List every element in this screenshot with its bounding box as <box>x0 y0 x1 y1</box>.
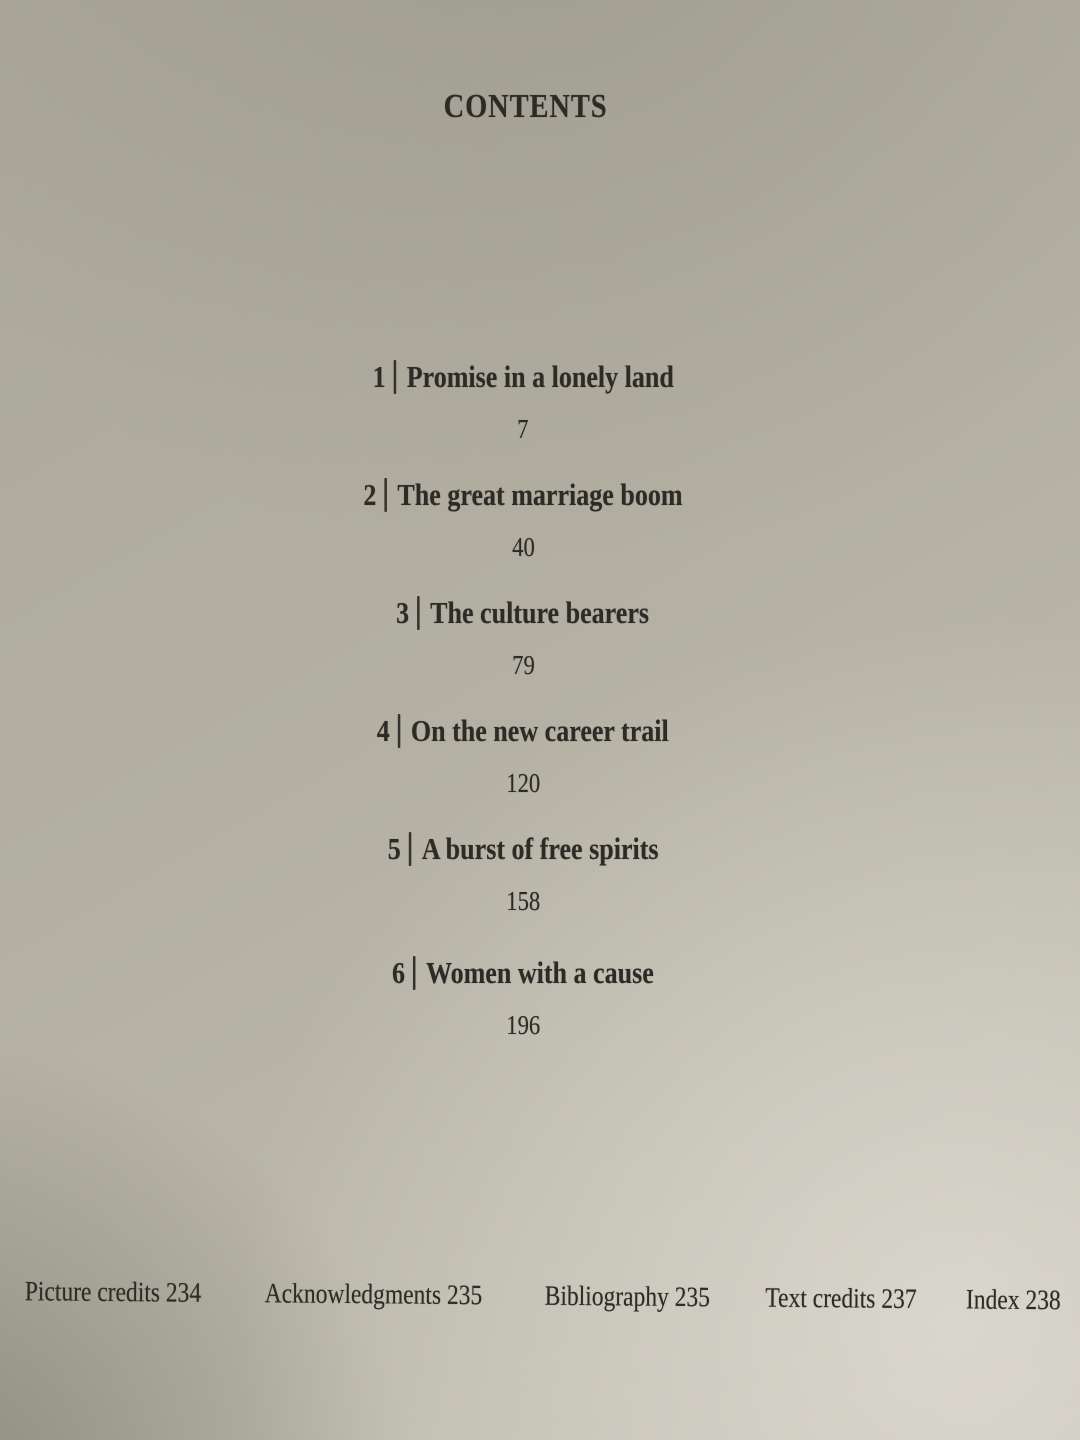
chapter-title: A burst of free spirits <box>421 831 659 866</box>
chapter-number: 4 <box>377 713 391 748</box>
chapter-title: Women with a cause <box>426 955 654 990</box>
backmatter-label: Bibliography <box>544 1280 669 1313</box>
backmatter-page-number: 235 <box>446 1279 483 1312</box>
backmatter-bibliography <box>544 1277 710 1318</box>
chapter-divider <box>384 478 387 512</box>
backmatter-label: Index <box>966 1284 1020 1316</box>
backmatter-index <box>966 1280 1061 1321</box>
backmatter-picture-credits <box>25 1272 202 1314</box>
chapter-line <box>0 592 1046 634</box>
backmatter-row <box>0 1272 1080 1321</box>
chapter-line <box>0 952 1046 994</box>
chapter-divider <box>393 360 396 394</box>
chapter-divider <box>408 832 411 866</box>
chapter-title: The culture bearers <box>430 595 650 630</box>
page-title <box>0 88 1052 126</box>
chapter-number: 2 <box>363 477 377 512</box>
backmatter-page-number: 238 <box>1025 1284 1062 1317</box>
chapter-page-number: 79 <box>511 650 535 680</box>
toc-entry-5 <box>0 828 1046 946</box>
backmatter-label: Text credits <box>765 1282 876 1315</box>
chapter-divider <box>413 956 416 990</box>
table-of-contents <box>0 356 1046 1070</box>
chapter-page-number: 40 <box>511 532 535 562</box>
backmatter-page-number: 235 <box>674 1281 710 1314</box>
chapter-page-line <box>0 648 1046 682</box>
backmatter-label: Acknowledgments <box>264 1278 442 1311</box>
toc-entry-6 <box>0 952 1046 1070</box>
chapter-page-number: 196 <box>505 1010 541 1040</box>
chapter-divider <box>417 596 420 630</box>
page-title-text: CONTENTS <box>444 88 608 125</box>
chapter-number: 6 <box>392 955 406 990</box>
chapter-page-line <box>0 766 1046 800</box>
toc-entry-4 <box>0 710 1046 828</box>
chapter-number: 1 <box>372 359 386 394</box>
chapter-page-line <box>0 530 1046 564</box>
backmatter-page-number: 234 <box>165 1277 202 1309</box>
chapter-line <box>0 474 1046 516</box>
backmatter-acknowledgments <box>264 1274 482 1316</box>
chapter-number: 5 <box>387 831 401 866</box>
backmatter-label: Picture credits <box>24 1276 161 1309</box>
chapter-title: The great marriage boom <box>397 477 683 512</box>
chapter-line <box>0 710 1046 752</box>
chapter-title: On the new career trail <box>411 713 669 748</box>
chapter-number: 3 <box>396 595 410 630</box>
chapter-divider <box>398 714 401 748</box>
toc-entry-3 <box>0 592 1046 710</box>
chapter-page-line <box>0 412 1046 446</box>
chapter-page-line <box>0 1008 1046 1042</box>
chapter-page-number: 158 <box>505 886 541 916</box>
chapter-title: Promise in a lonely land <box>406 359 674 394</box>
toc-entry-1 <box>0 356 1046 474</box>
chapter-line <box>0 828 1046 870</box>
chapter-page-line <box>0 884 1046 918</box>
toc-entry-2 <box>0 474 1046 592</box>
backmatter-text-credits <box>766 1279 918 1320</box>
chapter-line <box>0 356 1046 398</box>
chapter-page-number: 120 <box>505 768 541 798</box>
backmatter-page-number: 237 <box>881 1283 918 1316</box>
chapter-page-number: 7 <box>517 414 529 444</box>
